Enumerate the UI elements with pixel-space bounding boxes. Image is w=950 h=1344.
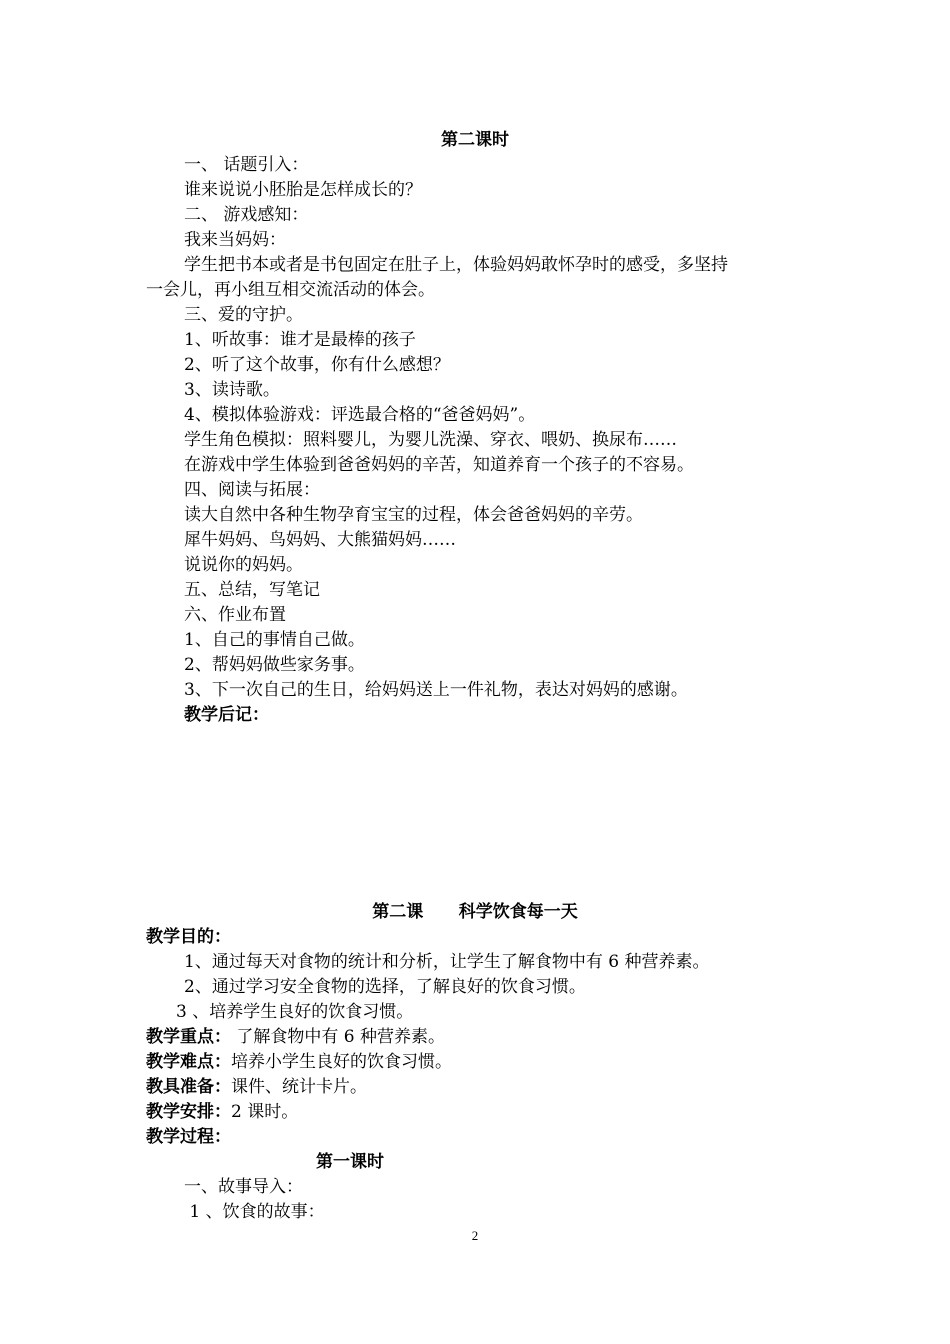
key-point-text: 了解食物中有 6 种营养素。 [231, 1027, 446, 1047]
page-number: 2 [471, 1228, 479, 1243]
body-line: 1、听故事：谁才是最棒的孩子 [184, 330, 416, 350]
difficulty-label: 教学难点： [146, 1052, 231, 1072]
body-line: 六、作业布置 [184, 605, 286, 625]
body-line: 在游戏中学生体验到爸爸妈妈的辛苦，知道养育一个孩子的不容易。 [184, 455, 694, 475]
body-line: 1 、饮食的故事： [184, 1202, 325, 1222]
body-line: 一会儿，再小组互相交流活动的体会。 [146, 280, 435, 300]
body-line: 谁来说说小胚胎是怎样成长的？ [184, 180, 422, 200]
objectives-label: 教学目的： [146, 927, 231, 947]
objective-item: 3 、培养学生良好的饮食习惯。 [176, 1002, 414, 1022]
body-line: 一、 话题引入： [184, 155, 309, 175]
difficulty-row [146, 1050, 452, 1074]
body-line: 犀牛妈妈、鸟妈妈、大熊猫妈妈…… [184, 530, 456, 550]
body-line: 二、 游戏感知： [184, 205, 309, 225]
body-line: 四、阅读与拓展： [184, 480, 320, 500]
schedule-text: 2 课时。 [231, 1102, 299, 1122]
section2-title: 第二课 科学饮食每一天 [372, 902, 578, 922]
afterword-label: 教学后记： [184, 705, 269, 725]
body-line: 说说你的妈妈。 [184, 555, 303, 575]
period-title: 第一课时 [316, 1152, 384, 1172]
key-point-label: 教学重点： [146, 1027, 231, 1047]
key-point-row [146, 1025, 445, 1049]
body-line: 3、下一次自己的生日，给妈妈送上一件礼物，表达对妈妈的感谢。 [184, 680, 688, 700]
section1-title: 第二课时 [441, 130, 509, 150]
objective-item: 1、通过每天对食物的统计和分析，让学生了解食物中有 6 种营养素。 [184, 952, 710, 972]
body-line: 学生角色模拟：照料婴儿，为婴儿洗澡、穿衣、喂奶、换尿布…… [184, 430, 677, 450]
body-line: 4、模拟体验游戏：评选最合格的“爸爸妈妈”。 [184, 405, 536, 425]
process-label: 教学过程： [146, 1127, 231, 1147]
body-line: 读大自然中各种生物孕育宝宝的过程，体会爸爸妈妈的辛劳。 [184, 505, 643, 525]
body-line: 三、爱的守护。 [184, 305, 303, 325]
body-line: 一、故事导入： [184, 1177, 303, 1197]
body-line: 学生把书本或者是书包固定在肚子上，体验妈妈敢怀孕时的感受，多坚持 [184, 255, 728, 275]
tools-row [146, 1075, 367, 1099]
body-line: 2、听了这个故事，你有什么感想？ [184, 355, 450, 375]
objective-item: 2、通过学习安全食物的选择，了解良好的饮食习惯。 [184, 977, 586, 997]
body-line: 我来当妈妈： [184, 230, 286, 250]
tools-text: 课件、统计卡片。 [231, 1077, 367, 1097]
schedule-row [146, 1100, 298, 1124]
body-line: 2、帮妈妈做些家务事。 [184, 655, 365, 675]
difficulty-text: 培养小学生良好的饮食习惯。 [231, 1052, 452, 1072]
body-line: 五、总结，写笔记 [184, 580, 320, 600]
schedule-label: 教学安排： [146, 1102, 231, 1122]
tools-label: 教具准备： [146, 1077, 231, 1097]
body-line: 1、自己的事情自己做。 [184, 630, 365, 650]
body-line: 3、读诗歌。 [184, 380, 280, 400]
